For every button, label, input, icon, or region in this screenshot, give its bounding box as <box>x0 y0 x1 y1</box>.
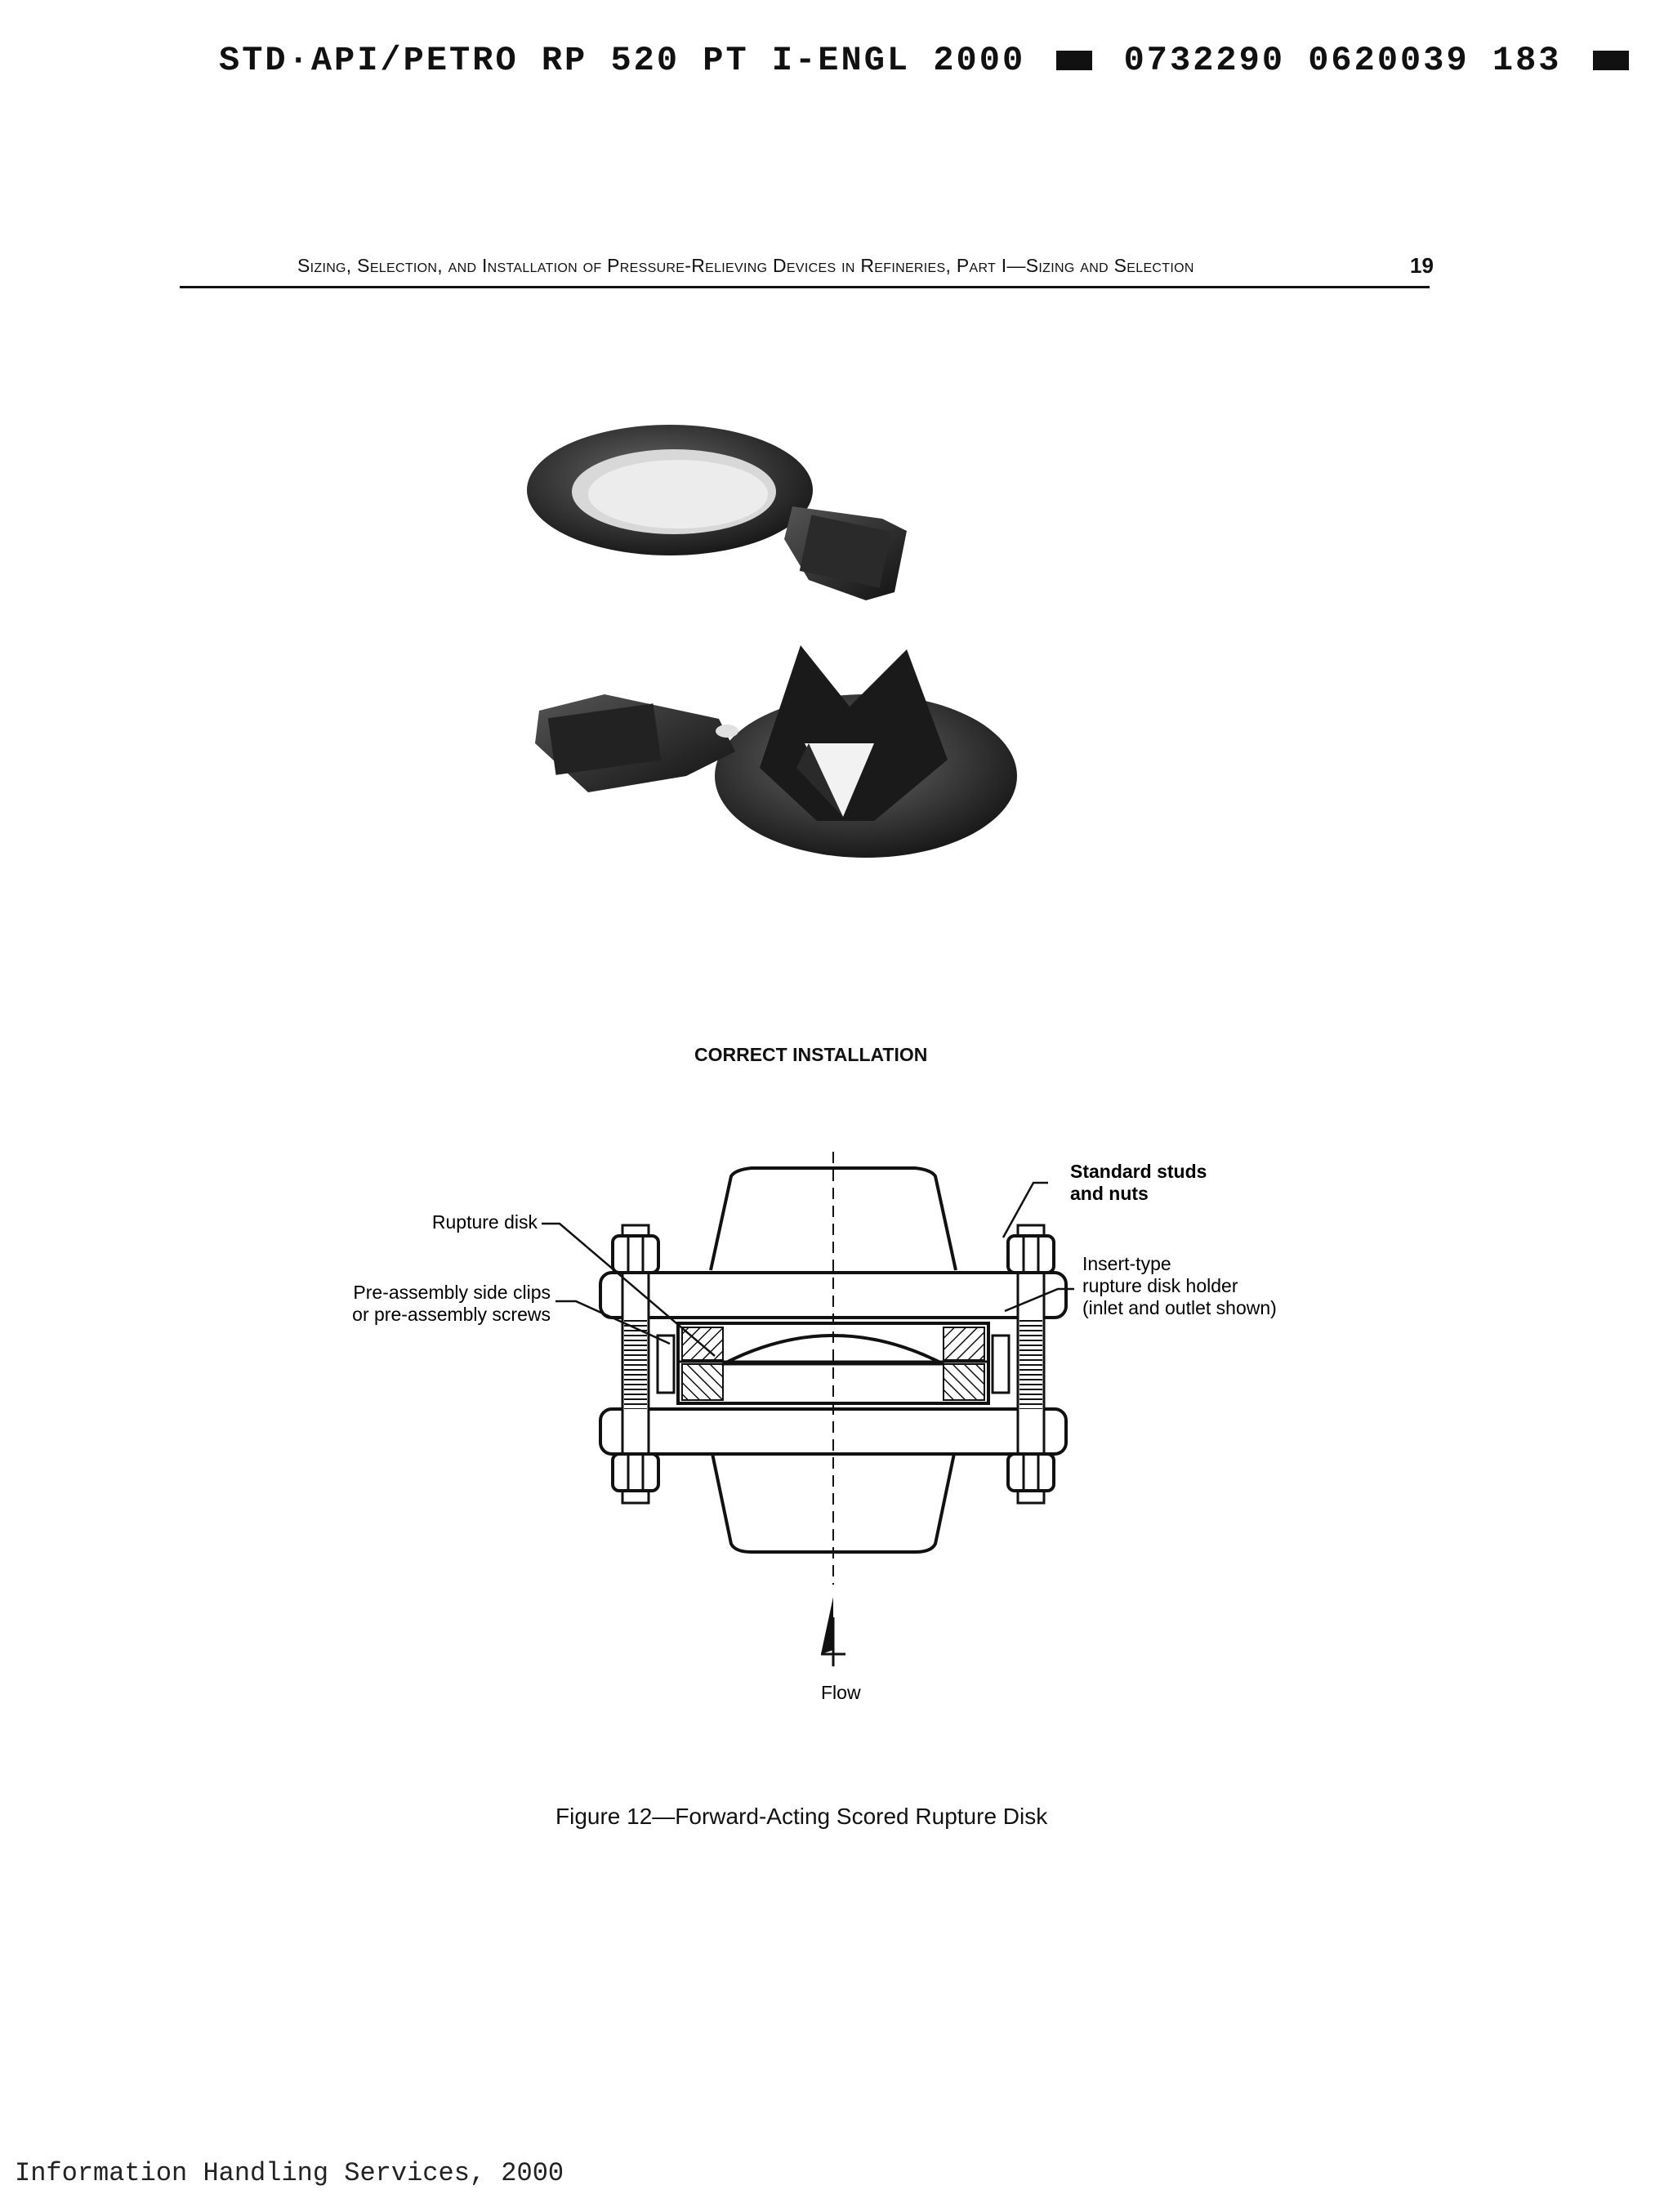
label-studs-2: and nuts <box>1070 1183 1149 1204</box>
label-holder-1: Insert-type <box>1082 1253 1171 1274</box>
flow-arrow <box>821 1597 845 1666</box>
installation-diagram <box>310 1127 1356 1699</box>
document-id-text: STD·API/PETRO RP 520 PT I-ENGL 2000 <box>219 41 1026 80</box>
upper-disk <box>527 425 907 600</box>
figure-caption: Figure 12—Forward-Acting Scored Rupture Disk <box>555 1804 1048 1829</box>
running-header-title: Sizing, Selection, and Installation of Pressure-Relieving Devices in Refineries, Part I—Sizing and Selection <box>297 255 1194 276</box>
label-side-clips-1: Pre-assembly side clips <box>353 1282 551 1303</box>
label-studs-1: Standard studs <box>1070 1161 1207 1182</box>
lower-disk <box>535 645 1017 858</box>
document-id <box>219 41 1637 80</box>
label-rupture-disk: Rupture disk <box>431 1211 538 1233</box>
page-number: 19 <box>1410 253 1434 278</box>
redaction-block <box>1056 51 1092 70</box>
upper-nozzle <box>711 1168 956 1270</box>
footer-credit: Information Handling Services, 2000 <box>15 2158 564 2188</box>
header-rule <box>180 286 1430 288</box>
label-holder-3: (inlet and outlet shown) <box>1082 1297 1277 1318</box>
figure-subtitle: CORRECT INSTALLATION <box>694 1044 928 1065</box>
left-stud <box>613 1225 658 1503</box>
running-header <box>297 255 1194 277</box>
label-flow: Flow <box>821 1682 861 1699</box>
label-side-clips-2: or pre-assembly screws <box>352 1304 551 1325</box>
label-holder-2: rupture disk holder <box>1082 1275 1238 1296</box>
rupture-disk-photo <box>523 417 1095 899</box>
redaction-block-end <box>1593 51 1629 70</box>
right-stud <box>1008 1225 1054 1503</box>
document-id-codes: 0732290 0620039 183 <box>1123 41 1562 80</box>
